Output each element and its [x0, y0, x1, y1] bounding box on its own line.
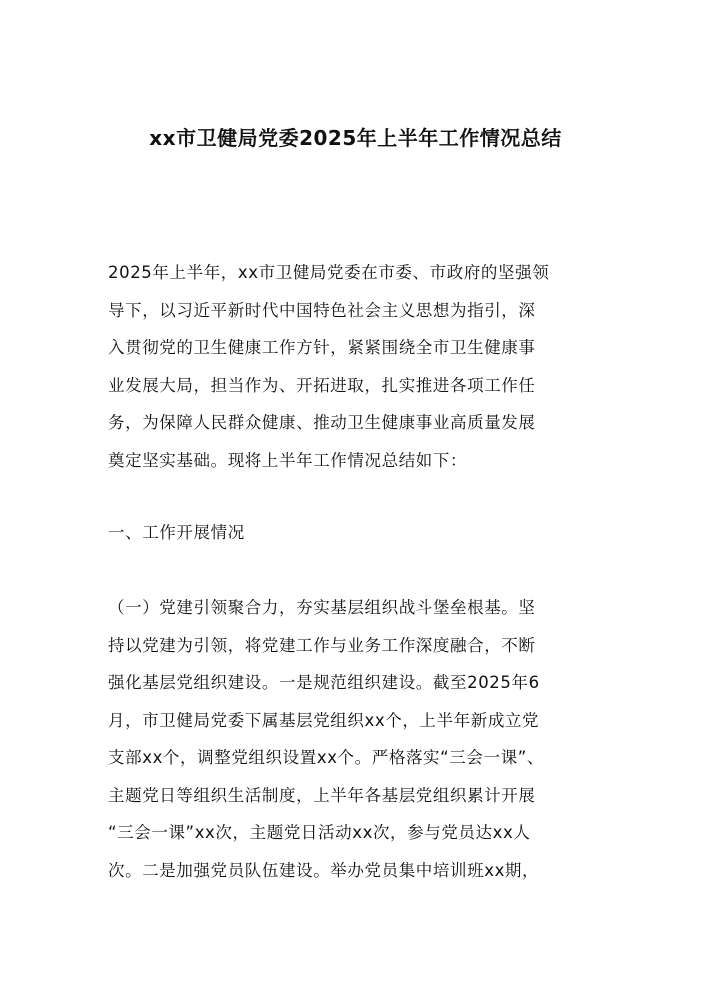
text-line: 强化基层党组织建设。一是规范组织建设。截至2025年6 — [108, 673, 540, 692]
text-line: 支部xx个，调整党组织设置xx个。严格落实“三会一课”、 — [108, 748, 544, 767]
text-line: 务，为保障人民群众健康、推动卫生健康事业高质量发展 — [108, 413, 536, 432]
text-line: “三会一课”xx次，主题党日活动xx次，参与党员达xx人 — [108, 823, 531, 842]
text-line: 导下，以习近平新时代中国特色社会主义思想为指引，深 — [108, 300, 536, 320]
text-line: 月，市卫健局党委下属基层党组织xx个，上半年新成立党 — [108, 710, 540, 730]
text-line: 主题党日等组织生活制度，上半年各基层党组织累计开展 — [108, 785, 536, 805]
section-heading — [108, 514, 608, 552]
text-line: 入贯彻党的卫生健康工作方针，紧紧围绕全市卫生健康事 — [108, 338, 536, 357]
text-line: 业发展大局，担当作为、开拓进取，扎实推进各项工作任 — [108, 375, 536, 395]
section-paragraph — [108, 589, 608, 889]
text-line: 持以党建为引领，将党建工作与业务工作深度融合，不断 — [108, 635, 536, 655]
intro-paragraph — [108, 254, 608, 479]
text-line: （一）党建引领聚合力，夯实基层组织战斗堡垒根基。坚 — [108, 598, 536, 617]
document-title: xx市卫健局党委2025年上半年工作情况总结 — [149, 126, 562, 150]
section-heading-text: 一、工作开展情况 — [108, 523, 245, 542]
text-line: 2025年上半年，xx市卫健局党委在市委、市政府的坚强领 — [108, 263, 550, 282]
text-line: 次。二是加强党员队伍建设。举办党员集中培训班xx期， — [108, 860, 540, 880]
text-line: 奠定坚实基础。现将上半年工作情况总结如下： — [108, 450, 468, 470]
